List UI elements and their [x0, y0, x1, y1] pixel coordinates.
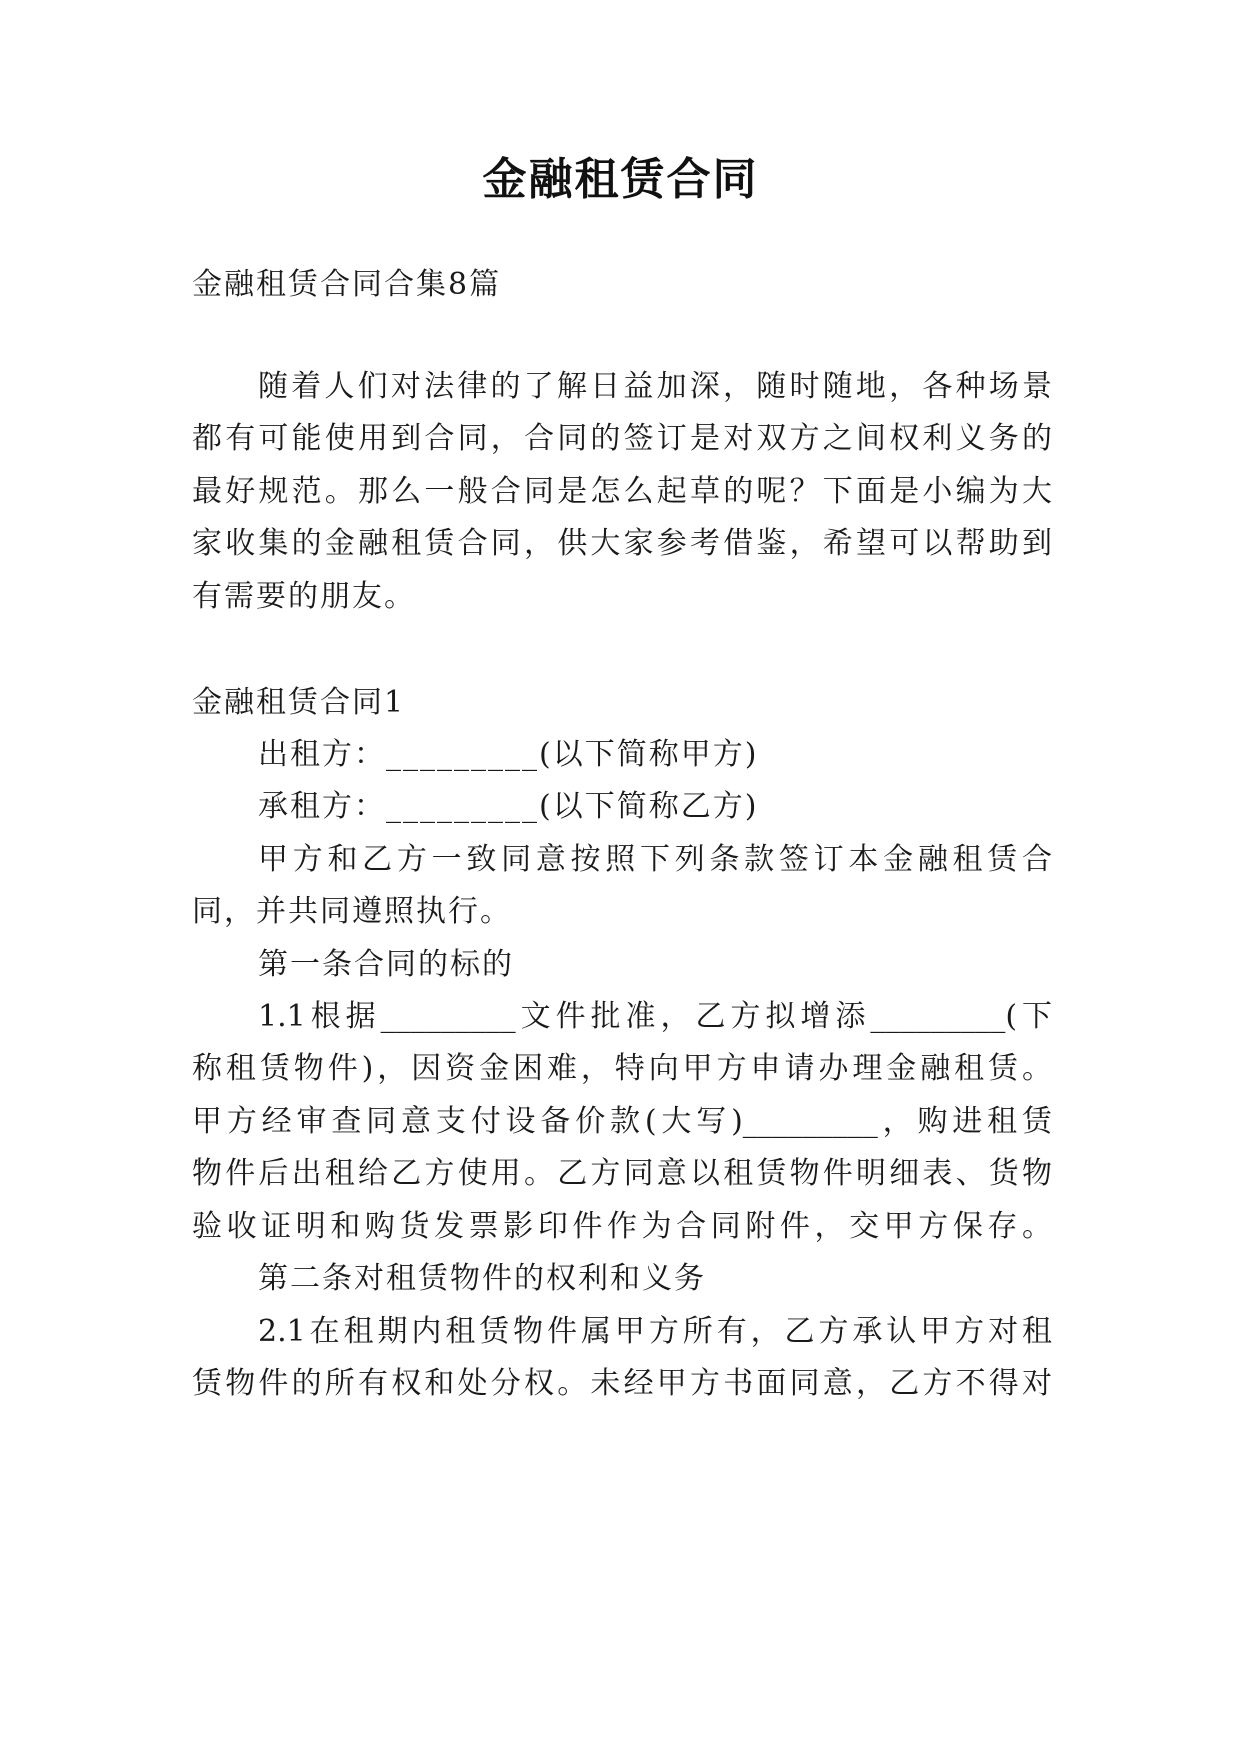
intro-line: 都有可能使用到合同，合同的签订是对双方之间权利义务的 [192, 421, 1052, 456]
intro-line: 有需要的朋友。 [192, 579, 416, 614]
article1-line: 验收证明和购货发票影印件作为合同附件，交甲方保存。 [192, 1209, 1052, 1244]
article1-line: 称租赁物件)，因资金困难，特向甲方申请办理金融租赁。 [192, 1051, 1052, 1086]
intro-line: 家收集的金融租赁合同，供大家参考借鉴，希望可以帮助到 [192, 526, 1052, 561]
document-subtitle: 金融租赁合同合集8篇 [192, 267, 502, 302]
article2-line: 2.1在租期内租赁物件属甲方所有，乙方承认甲方对租 [258, 1314, 1052, 1349]
article1-line: 物件后出租给乙方使用。乙方同意以租赁物件明细表、货物 [192, 1156, 1052, 1191]
intro-line: 最好规范。那么一般合同是怎么起草的呢？下面是小编为大 [192, 474, 1052, 509]
document-title: 金融租赁合同 [482, 154, 759, 205]
section-heading: 金融租赁合同1 [192, 685, 406, 720]
article2-line: 赁物件的所有权和处分权。未经甲方书面同意，乙方不得对 [192, 1366, 1052, 1401]
lessee-line: 承租方：_________(以下简称乙方) [258, 789, 759, 824]
intro-line: 随着人们对法律的了解日益加深，随时随地，各种场景 [258, 369, 1052, 404]
lessor-line: 出租方：_________(以下简称甲方) [258, 737, 759, 772]
article2-heading: 第二条对租赁物件的权利和义务 [258, 1261, 706, 1296]
agreement-line: 同，并共同遵照执行。 [192, 894, 512, 929]
agreement-line: 甲方和乙方一致同意按照下列条款签订本金融租赁合 [258, 842, 1052, 877]
article1-line: 1.1根据_________文件批准，乙方拟增添_________(下 [258, 999, 1052, 1034]
article1-line: 甲方经审查同意支付设备价款(大写)_________，购进租赁 [192, 1104, 1052, 1139]
article1-heading: 第一条合同的标的 [258, 947, 514, 982]
